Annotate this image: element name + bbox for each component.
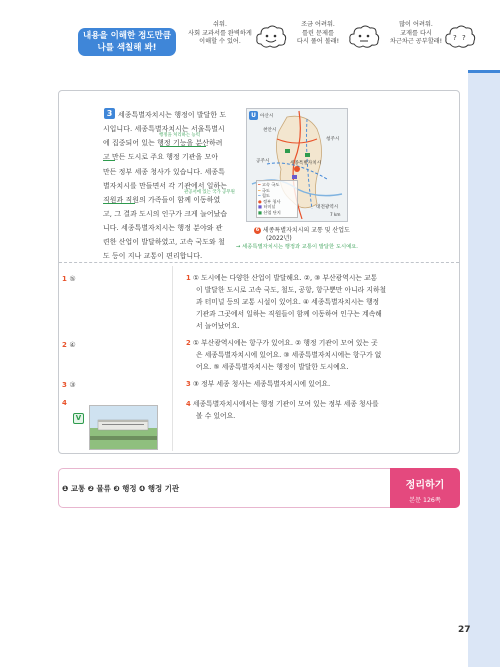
legend-govt-label: 정부 청사 [263,198,281,204]
passage-line: 만든 정부 세종 청사가 있습니다. 세종특 [103,168,225,176]
explanation-text: 은 세종특별자치시에 있어요. ③ 세종특별자치시에는 항구가 없 [196,351,382,359]
passage-line: 니다. 세종특별자치시는 행정 분야와 관 [103,224,223,232]
cloud-medium-line2: 틀린 문제를 [302,29,334,37]
explanation-4 [186,398,379,422]
legend-terminal: ■ 터미널 [258,204,276,210]
cloud-hard-line3: 차근차근 공부할래! [389,38,443,46]
explanation-number: 1 [186,274,191,282]
annotation-note: 행정을 처리하는 능력 [159,133,200,138]
map-place-asan: 아산시 [260,114,274,119]
explanation-number: 4 [186,400,191,408]
self-check-title-line1: 내용을 이해한 정도만큼 [82,31,172,41]
explanation-2 [186,337,381,373]
government-complex-photo [89,405,158,450]
summary-title: 정리하기 [405,480,445,491]
summary-label[interactable] [390,468,460,508]
summary-answers: ❶ 교통 ❷ 물류 ❸ 행정 ❹ 행정 기관 [62,484,180,493]
map-caption-year: (2022년) [266,235,292,242]
self-check-title-line2: 나를 색칠해 봐! [97,43,157,53]
explanation-1 [186,272,386,332]
answer-number: 1 [62,275,67,283]
page-edge-strip-inner [468,73,500,667]
neutral-cloud-icon[interactable] [348,24,380,50]
legend-terminal-label: 터미널 [263,204,276,210]
explanation-number: 2 [186,339,191,347]
explanation-text: 서 늘어났어요. [196,322,240,330]
map-badge: U [249,111,258,120]
passage-line: 직원과 직원의 가족들이 함께 이동하였 [103,196,221,204]
explanation-text: 기관과 그곳에서 일하는 직원들이 함께 이동하여 인구는 계속해 [196,310,382,318]
confused-cloud-icon[interactable] [444,24,476,50]
map-legend [256,180,298,218]
legend-rail-label: 철도 [261,193,270,199]
map-place-sejong: 세종특별자치시 [290,161,322,166]
map-place-gongju: 공주시 [256,159,270,164]
underline-mark [160,146,206,147]
map-place-cheonan: 천안시 [263,128,277,133]
explanation-text: ① 부산광역시에는 항구가 있어요. ② 행정 기관이 모여 있는 곳 [192,339,378,347]
passage-line: 에 집중되어 있는 행정 기능을 분산하려 [103,139,223,147]
explanation-text: ③ 정부 세종 청사는 세종특별자치시에 있어요. [192,380,331,388]
map-place-daejeon: 대전광역시 [316,205,339,210]
answer-1 [62,275,76,283]
passage-number: 3 [104,108,115,119]
map-caption-note: → 세종특별자치시는 행정과 교통이 발달한 도시예요. [236,244,358,250]
map-scale: 7 km [330,212,341,217]
photo-graphic [90,406,157,449]
check-icon: V [73,413,84,424]
cloud-medium-line3: 다시 풀어 볼래! [296,38,340,46]
passage-line: 별자치시를 만들면서 각 기관에서 일하는 [103,182,228,190]
explanation-3 [186,378,330,390]
answer-4 [62,399,67,407]
map-place-cheongju: 청주시 [326,137,340,142]
cloud-easy-line1: 쉬워. [213,21,227,28]
passage-line: 련한 산업이 발달하였고, 고속 국도와 철 [103,238,225,246]
cloud-hard-line2: 교재를 다시 [400,29,432,37]
explanation-text: ① 도시에는 다양한 산업이 발달해요. ②, ③ 부산광역시는 교통 [192,274,378,282]
passage-line: 도 등이 지나 교통이 편리합니다. [103,252,203,260]
explanation-line [186,337,381,349]
passage-line: 고 만든 도시로 주요 행정 기관을 모아 [103,153,219,161]
answer-2 [62,341,76,349]
answer-number: 4 [62,399,67,407]
passage-line: 시입니다. 세종특별자치시는 서울특별시 [103,125,225,133]
legend-rail: ┅ 철도 [258,193,270,199]
cloud-medium-line1: 조금 어려워. [301,21,335,28]
legend-industry-label: 산업 단지 [263,209,281,215]
cloud-hard-text [385,21,447,47]
cloud-hard-line1: 많이 어려워. [399,21,433,28]
map-caption-text: 세종특별자치시의 교통 및 산업도 [262,227,350,234]
answer-number: 3 [62,381,67,389]
summary-page-ref: 본문 126쪽 [409,497,441,504]
underline-mark [103,160,115,161]
legend-road: ━ 국도 [258,187,270,193]
page-number: 27 [458,625,471,635]
passage-line: 세종특별자치시는 행정이 발달한 도 [118,111,227,119]
legend-govt: ● 정부 청사 [258,198,281,204]
answer-3 [62,381,76,389]
explanation-line [186,378,330,390]
self-check-title [78,28,176,56]
smile-cloud-icon[interactable] [255,24,287,50]
explanation-text: 볼 수 있어요. [196,412,236,420]
annotation-note: 관공서에 있는 국가 공무원 [184,190,235,195]
cloud-easy-text [180,21,260,47]
legend-industry: ■ 산업 단지 [258,209,281,215]
answer-value: ③ [69,381,76,389]
caption-badge: 6 [255,227,260,233]
legend-highway: ━ 고속 국도 [258,182,280,187]
svg-text:?: ? [453,34,457,42]
answer-value: ④ [69,341,76,349]
explanation-text: 이 발달한 도시로 고속 국도, 철도, 공항, 항구뿐만 아니라 지하철 [196,286,387,294]
underline-mark [103,203,135,204]
cloud-medium-text [288,21,348,47]
explanation-number: 3 [186,380,191,388]
explanation-line [186,398,379,410]
explanation-text: 과 터미널 등의 교통 시설이 있어요. ④ 세종특별자치시는 행정 [196,298,380,306]
cloud-easy-line2: 사회 교과서를 완벽하게 [188,29,252,37]
explanation-text: 세종특별자치시에서는 행정 기관이 모여 있는 정부 세종 청사를 [192,400,379,408]
passage-line: 고, 그 결과 도시의 인구가 크게 늘어났습 [103,210,228,218]
answer-divider [59,262,459,264]
explanation-text: 어요. ⑤ 세종특별자치시는 행정이 발달한 도시예요. [196,363,349,371]
svg-text:?: ? [462,34,466,42]
column-divider [172,266,173,451]
answer-number: 2 [62,341,67,349]
legend-highway-label: 고속 국도 [261,182,280,187]
explanation-line [186,272,386,284]
answer-value: ⑤ [69,275,76,283]
legend-road-label: 국도 [261,187,270,193]
cloud-easy-line3: 이해할 수 있어. [199,38,241,46]
